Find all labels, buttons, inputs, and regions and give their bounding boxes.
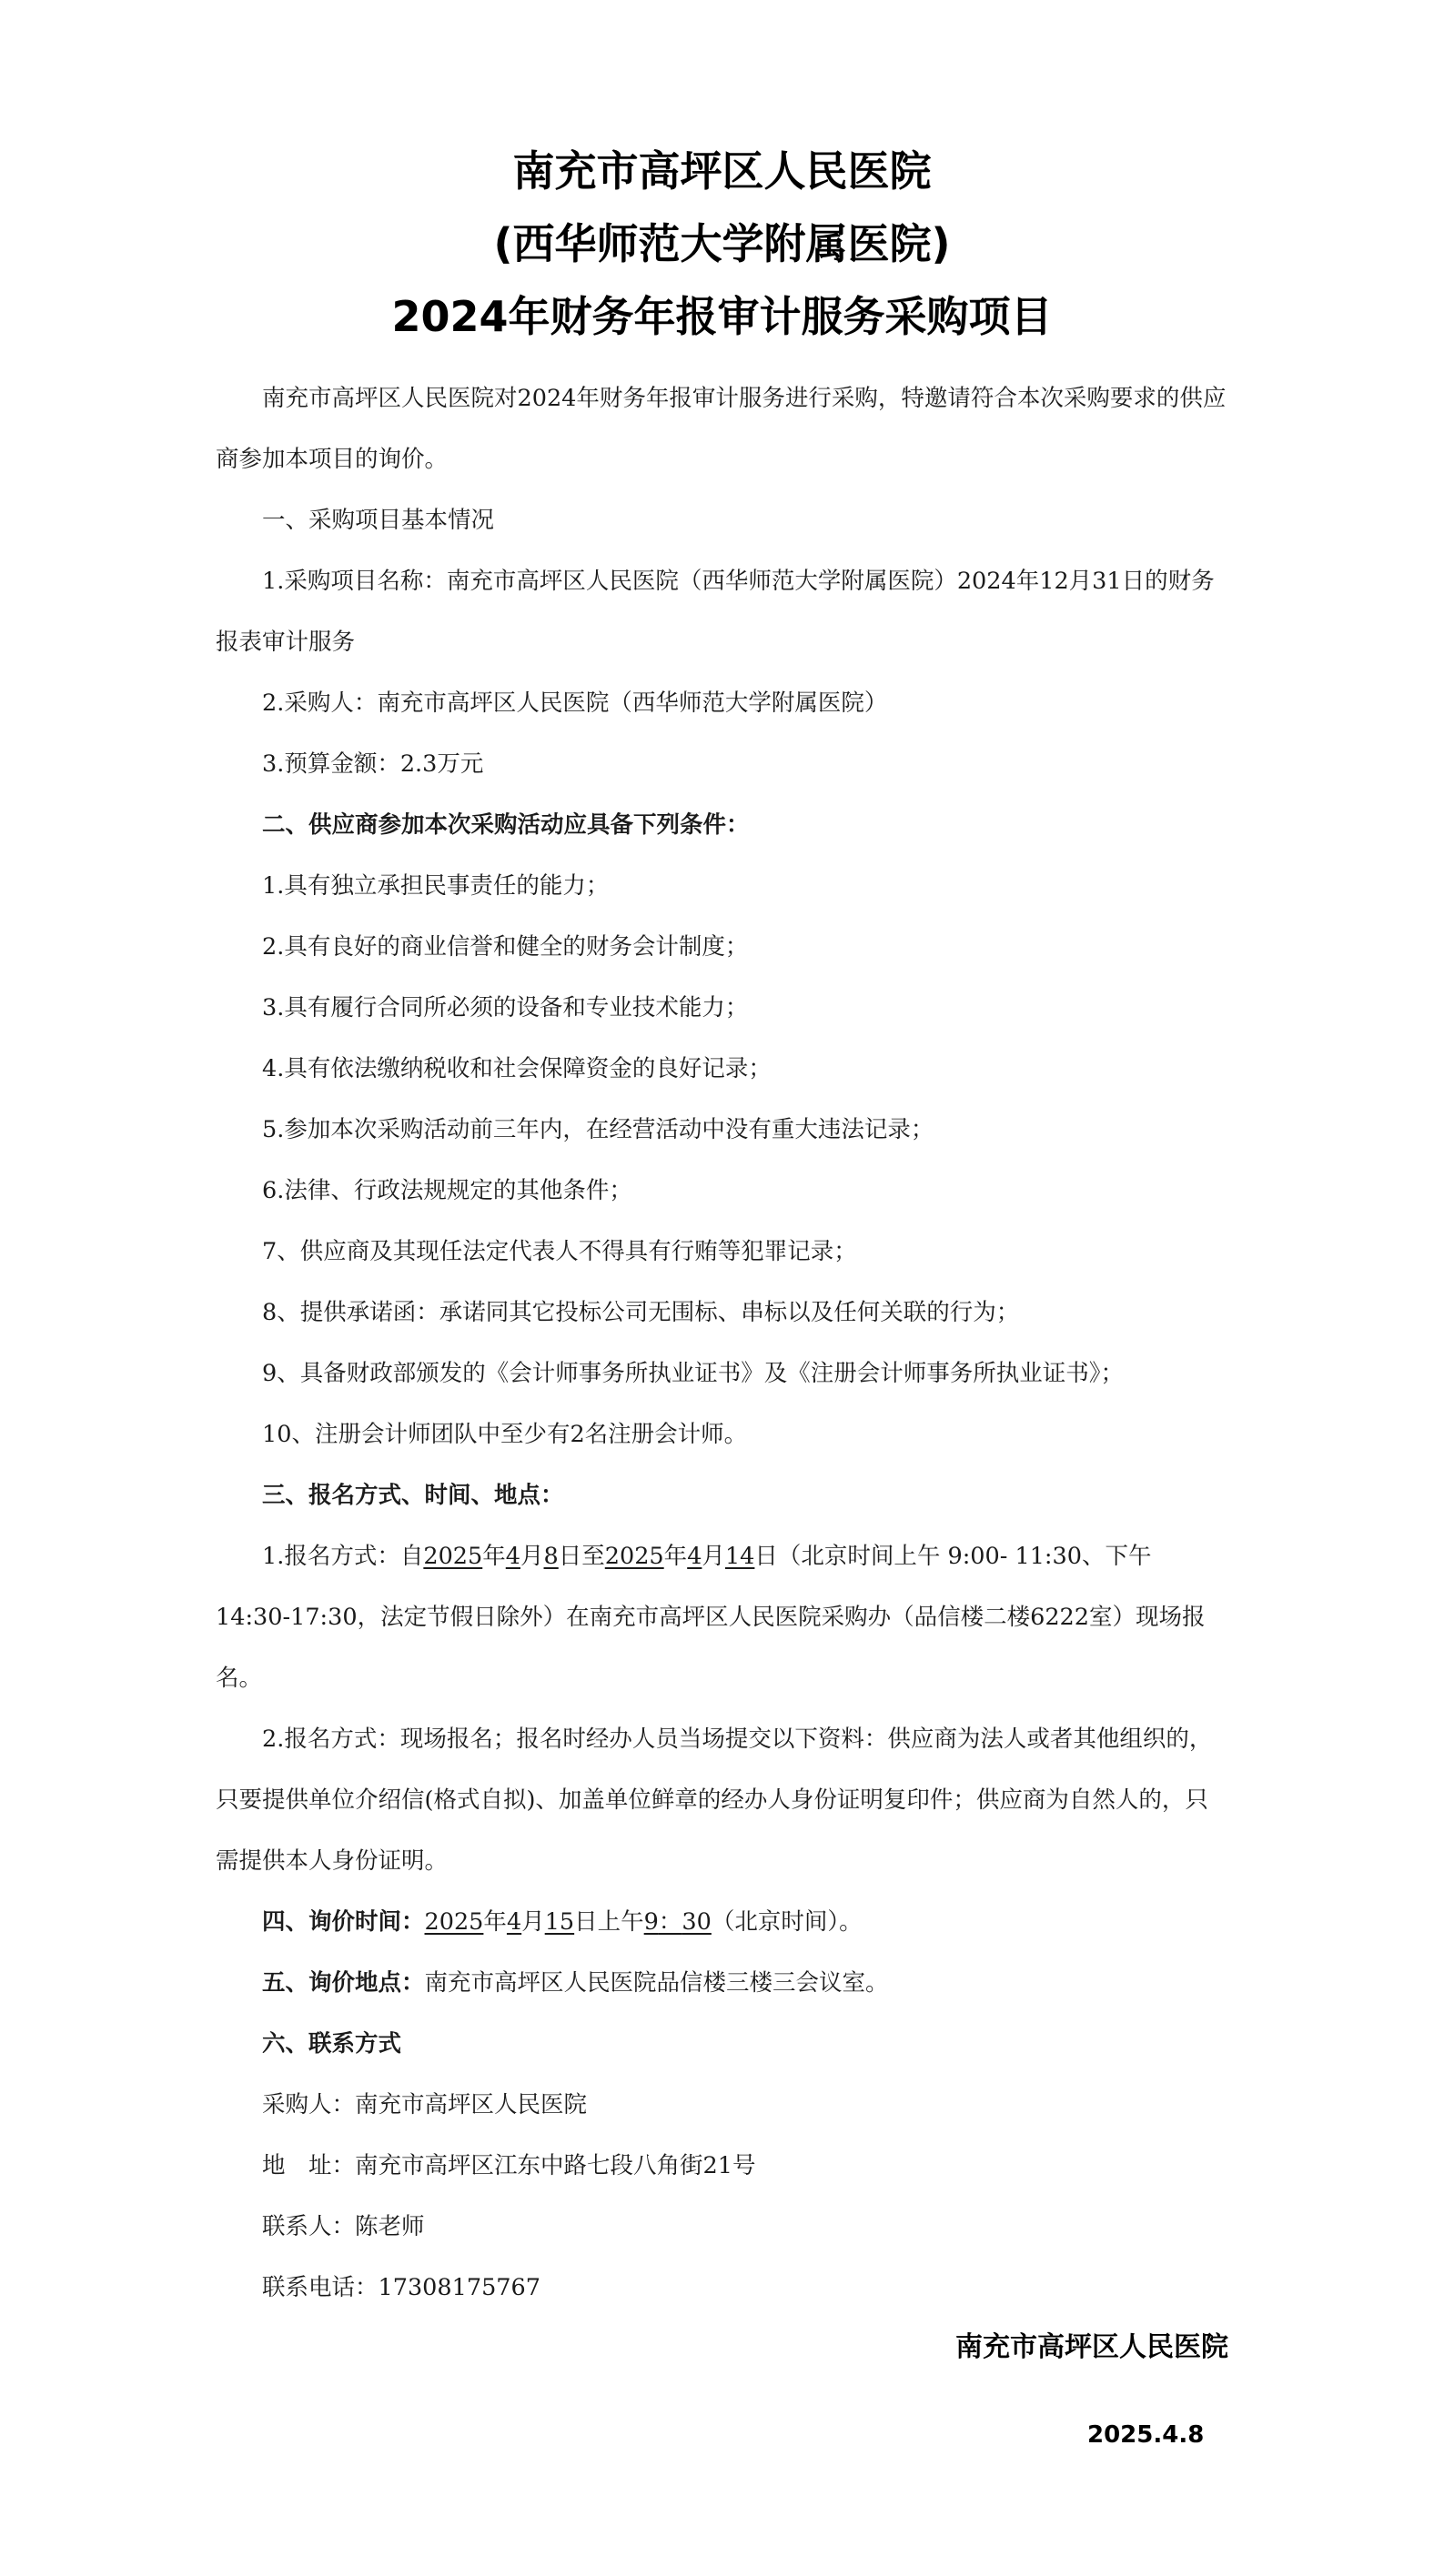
start-day: 8 bbox=[543, 1543, 559, 1570]
requirement-item: 4.具有依法缴纳税收和社会保障资金的良好记录； bbox=[262, 1055, 772, 1082]
project-name: 1.采购项目名称：南充市高坪区人民医院（西华师范大学附属医院）2024年12月31日的财务报表审计服务 bbox=[216, 568, 1215, 656]
requirement-item: 10、注册会计师团队中至少有2名注册会计师。 bbox=[262, 1421, 748, 1448]
year-char: 年 bbox=[482, 1543, 506, 1570]
registration-prefix: 1.报名方式：自 bbox=[262, 1543, 424, 1570]
requirement-item: 7、供应商及其现任法定代表人不得具有行贿等犯罪记录； bbox=[262, 1238, 857, 1265]
project-title: 2024年财务年报审计服务采购项目 bbox=[391, 292, 1053, 341]
end-year: 2025 bbox=[604, 1543, 664, 1570]
month-char: 月 bbox=[521, 1908, 545, 1936]
contact-person: 联系人：陈老师 bbox=[262, 2213, 425, 2240]
inquiry-year: 2025 bbox=[424, 1908, 484, 1936]
month-char: 月 bbox=[520, 1543, 544, 1570]
inquiry-hour: 9 bbox=[643, 1908, 659, 1936]
start-year: 2025 bbox=[423, 1543, 483, 1570]
contact-address: 地 址：南充市高坪区江东中路七段八角街21号 bbox=[262, 2152, 756, 2179]
year-char: 年 bbox=[483, 1908, 507, 1936]
section1-heading: 一、采购项目基本情况 bbox=[262, 507, 495, 534]
registration-suffix: 日（北京时间上午 9:00- 11:30、下午 14:30-17:30，法定节假日除外）在南充市高坪区人民医院采购办（品信楼二楼6222室）现场报名。 bbox=[216, 1543, 1206, 1692]
end-month: 4 bbox=[687, 1543, 702, 1570]
requirement-item: 8、提供承诺函：承诺同其它投标公司无围标、串标以及任何关联的行为； bbox=[262, 1299, 1020, 1326]
signature: 南充市高坪区人民医院 bbox=[955, 2331, 1228, 2363]
registration-documents: 2.报名方式：现场报名；报名时经办人员当场提交以下资料：供应商为法人或者其他组织的，只要提供单位介绍信(格式自拟)、加盖单位鲜章的经办人身份证明复印件；供应商为自然人的，只需提供本人身份证明。 bbox=[216, 1726, 1213, 1875]
inquiry-time bbox=[216, 1892, 1228, 1953]
document-date: 2025.4.8 bbox=[1087, 2421, 1205, 2449]
section3-heading: 三、报名方式、时间、地点： bbox=[262, 1482, 564, 1509]
inquiry-minute: 30 bbox=[682, 1908, 712, 1936]
inquiry-day: 15 bbox=[544, 1908, 575, 1936]
section6-heading: 六、联系方式 bbox=[262, 2030, 402, 2058]
year-char: 年 bbox=[663, 1543, 688, 1570]
document-body bbox=[216, 368, 1228, 2319]
inquiry-month: 4 bbox=[506, 1908, 522, 1936]
requirement-item: 1.具有独立承担民事责任的能力； bbox=[262, 872, 610, 900]
intro-paragraph: 南充市高坪区人民医院对2024年财务年报审计服务进行采购，特邀请符合本次采购要求的供应商参加本项目的询价。 bbox=[216, 385, 1227, 473]
requirement-item: 9、具备财政部颁发的《会计师事务所执业证书》及《注册会计师事务所执业证书》； bbox=[262, 1360, 1124, 1387]
requirement-item: 2.具有良好的商业信誉和健全的财务会计制度； bbox=[262, 933, 749, 961]
section2-heading: 二、供应商参加本次采购活动应具备下列条件： bbox=[262, 811, 750, 839]
inquiry-location-value: 南充市高坪区人民医院品信楼三楼三会议室。 bbox=[424, 1969, 889, 1997]
budget: 3.预算金额：2.3万元 bbox=[262, 750, 484, 778]
inquiry-time-suffix: （北京时间）。 bbox=[711, 1908, 863, 1936]
registration-time bbox=[216, 1526, 1228, 1709]
contact-phone: 联系电话：17308175767 bbox=[262, 2274, 540, 2301]
document-subtitle: (西华师范大学附属医院) bbox=[493, 219, 951, 268]
time-colon: ： bbox=[658, 1908, 682, 1936]
requirement-item: 6.法律、行政法规规定的其他条件； bbox=[262, 1177, 632, 1204]
day-to-char: 日至 bbox=[558, 1543, 605, 1570]
day-am-char: 日上午 bbox=[574, 1908, 644, 1936]
purchaser: 2.采购人：南充市高坪区人民医院（西华师范大学附属医院） bbox=[262, 689, 888, 717]
requirement-item: 3.具有履行合同所必须的设备和专业技术能力； bbox=[262, 994, 749, 1021]
month-char: 月 bbox=[702, 1543, 725, 1570]
contact-purchaser: 采购人：南充市高坪区人民医院 bbox=[262, 2091, 588, 2118]
end-day: 14 bbox=[724, 1543, 755, 1570]
start-month: 4 bbox=[505, 1543, 520, 1570]
inquiry-location-label: 五、询价地点： bbox=[262, 1969, 425, 1997]
document-title: 南充市高坪区人民医院 bbox=[512, 146, 932, 196]
requirement-item: 5.参加本次采购活动前三年内，在经营活动中没有重大违法记录； bbox=[262, 1116, 934, 1143]
inquiry-time-label: 四、询价时间： bbox=[262, 1908, 425, 1936]
inquiry-location bbox=[216, 1953, 1228, 2014]
